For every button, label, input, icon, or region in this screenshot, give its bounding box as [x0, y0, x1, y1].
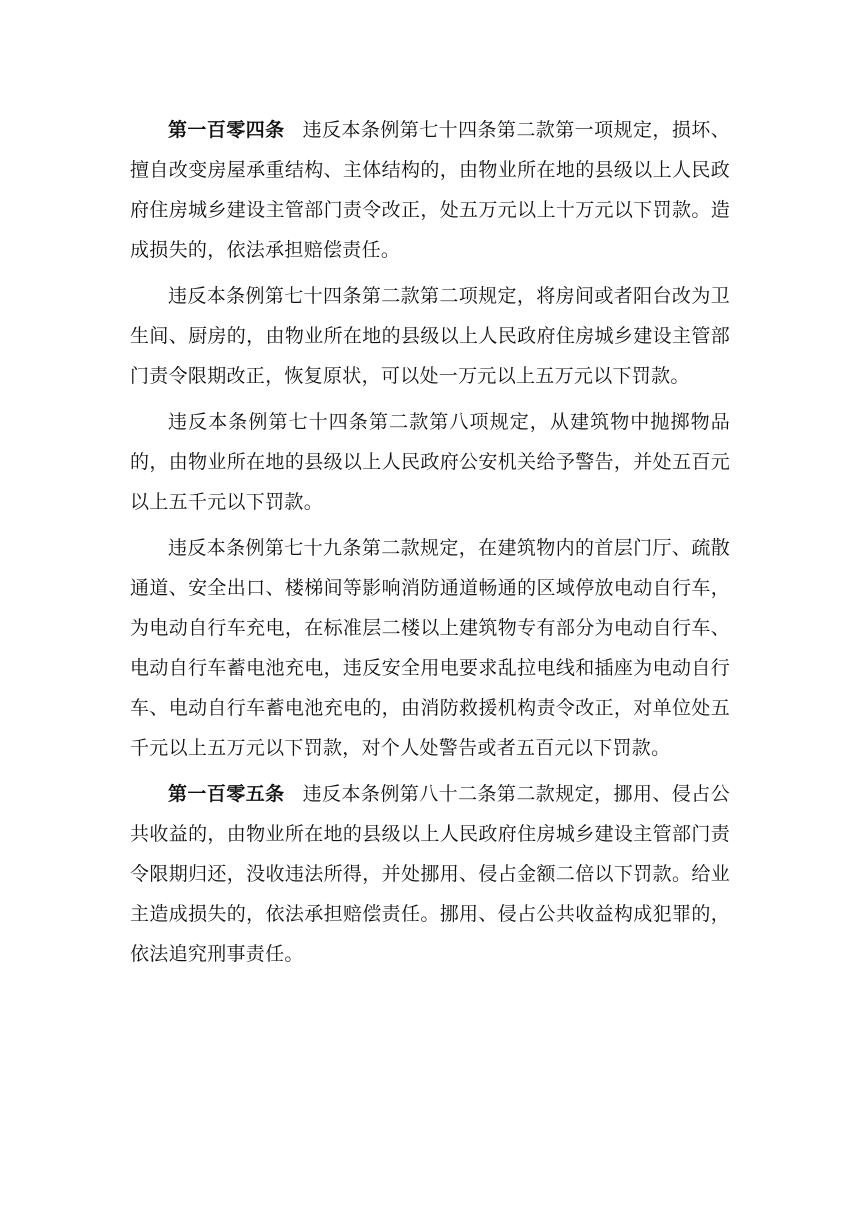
- paragraph-text: 违反本条例第八十二条第二款规定，挪用、侵占公共收益的，由物业所在地的县级以上人民政府住房城乡建设主管部门责令限期归还，没收违法所得，并处挪用、侵占金额二倍以下罚款。给业主造成损失的，依法承担赔偿责任。挪用、侵占公共收益构成犯罪的，依法追究刑事责任。: [130, 783, 730, 965]
- paragraph-article-104: [130, 110, 730, 270]
- paragraph-text: 违反本条例第七十四条第二款第一项规定，损坏、擅自改变房屋承重结构、主体结构的，由物业所在地的县级以上人民政府住房城乡建设主管部门责令改正，处五万元以上十万元以下罚款。造成损失的，依法承担赔偿责任。: [130, 119, 730, 261]
- article-number: 第一百零五条: [168, 783, 285, 805]
- article-number: 第一百零四条: [168, 119, 285, 141]
- paragraph-text: 违反本条例第七十九条第二款规定，在建筑物内的首层门厅、疏散通道、安全出口、楼梯间等影响消防通道畅通的区域停放电动自行车，为电动自行车充电，在标准层二楼以上建筑物专有部分为电动自行车、电动自行车蓄电池充电，违反安全用电要求乱拉电线和插座为电动自行车、电动自行车蓄电池充电的，由消防救援机构责令改正，对单位处五千元以上五万元以下罚款，对个人处警告或者五百元以下罚款。: [130, 537, 730, 759]
- paragraph-clause-8: [130, 402, 730, 522]
- document-body: [130, 110, 730, 980]
- paragraph-text: 违反本条例第七十四条第二款第八项规定，从建筑物中抛掷物品的，由物业所在地的县级以上人民政府公安机关给予警告，并处五百元以上五千元以下罚款。: [130, 411, 730, 513]
- paragraph-clause-2: [130, 276, 730, 396]
- paragraph-text: 违反本条例第七十四条第二款第二项规定，将房间或者阳台改为卫生间、厨房的，由物业所在地的县级以上人民政府住房城乡建设主管部门责令限期改正，恢复原状，可以处一万元以上五万元以下罚款。: [130, 285, 730, 387]
- paragraph-article-79: [130, 528, 730, 768]
- paragraph-article-105: [130, 774, 730, 974]
